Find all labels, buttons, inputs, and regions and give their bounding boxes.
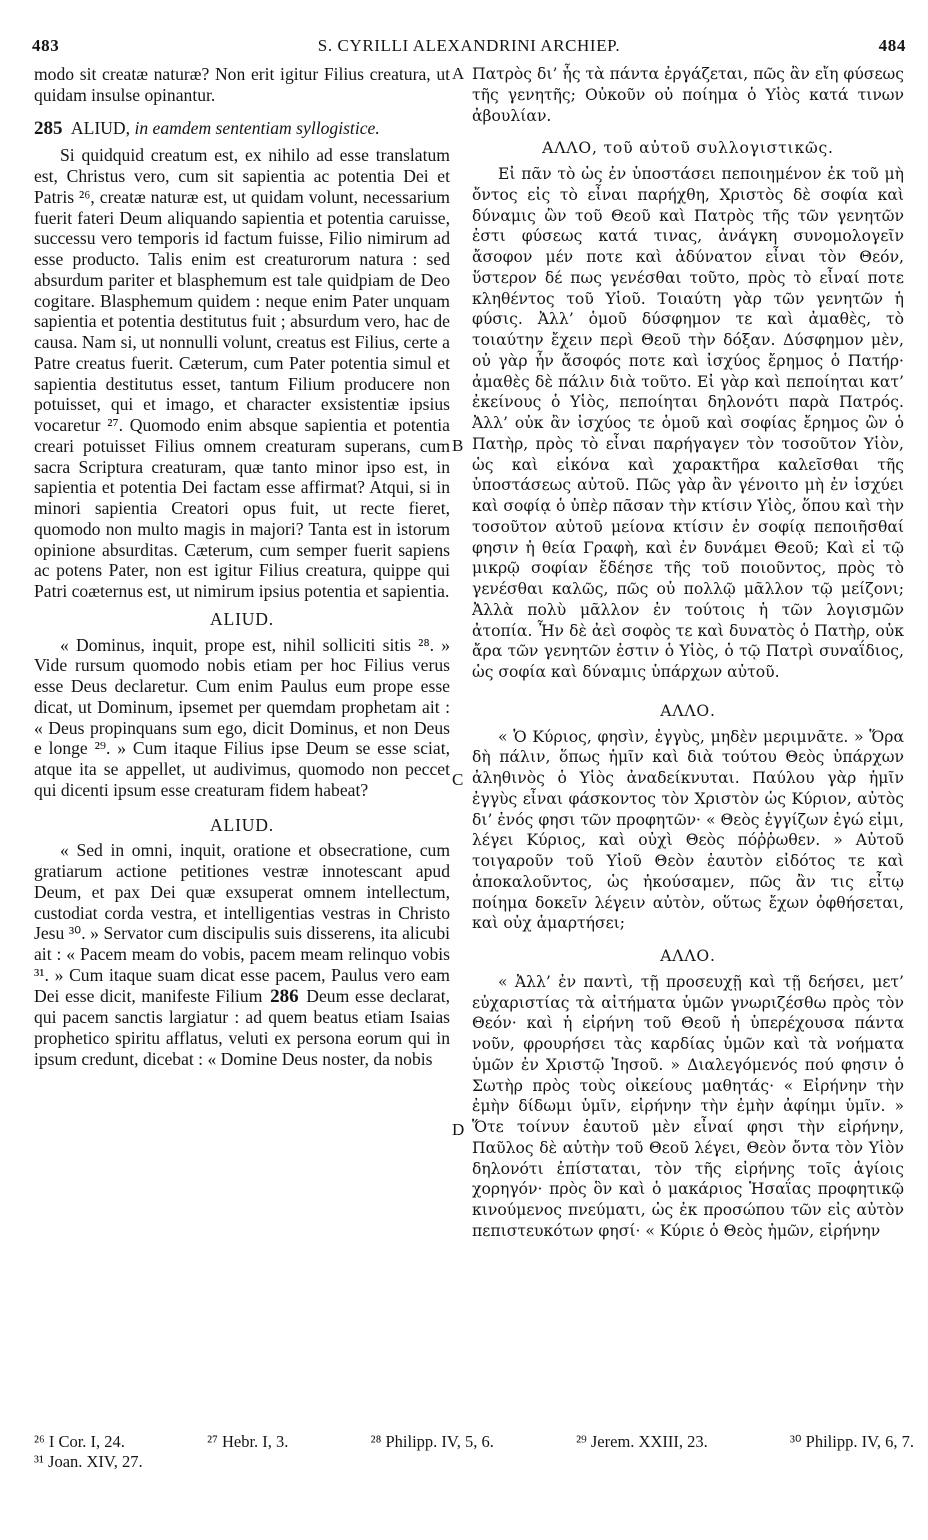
section-label: ALIUD, xyxy=(70,117,131,138)
latin-section-heading-285 xyxy=(34,118,450,140)
margin-letter-c: C xyxy=(452,770,464,789)
latin-pax-text-a: « Sed in omni, inquit, oratione et obsecratione, cum gratiarum actione petitiones vestræ innotescant apud Deum, et pax Dei quæ exsuperat omnem intellectum, custodiat corda vestra, et intelligentias vestras in Christo Jesu ³⁰. » Servator cum discipulis suis disserens, ita alicubi ait : « Pacem meam do vobis, pacem meam relinquo vobis ³¹. » Cum itaque suam dicat esse pacem, Paulus vero eam Dei esse dicit, manifeste Filium xyxy=(34,840,450,1006)
latin-column xyxy=(34,64,450,1428)
footnote-28: ²⁸ Philipp. IV, 5, 6. xyxy=(370,1432,494,1451)
footnote-29: ²⁹ Jerem. XXIII, 23. xyxy=(576,1432,708,1451)
latin-intro: modo sit creatæ naturæ? Non erit igitur Filius creatura, ut quidam insulse opinantur. xyxy=(34,64,450,105)
greek-paragraph-syllogism: Εἰ πᾶν τὸ ὡς ἐν ὑποστάσει πεποιημένον ἐκ τοῦ μὴ ὄντος εἰς τὸ εἶναι παρήχθη, Χριστὸς δὲ σοφία καὶ δύναμις ὢν τοῦ Θεοῦ καὶ Πατρὸς τῆς τῶν γενητῶν ἐστι φύσεως κατά τινας, ἀνάγκη συνομολογεῖν ἄσοφον μέν ποτε καὶ ἀδύνατον εἶναι τὸν Θεόν, ὕστερον δέ πως γενέσθαι τοῦτο, πρὸς τὸ εἶναί ποτε κληθέντος τοῦ Υἱοῦ. Τοιαύτη γὰρ τῶν γενητῶν ἡ φύσις. Ἀλλ’ ὁμοῦ δύσφημον τε καὶ ἀμαθὲς, τὸ τοιαύτην ἔχειν περὶ Θεοῦ τὴν δόξαν. Δύσφημον μὲν, οὐ γὰρ ἦν ἄσοφός ποτε καὶ ἰσχύος ἔρημος ὁ Πατήρ· ἀμαθὲς δὲ πάλιν διὰ τοῦτο. Εἰ γὰρ καὶ πεποίηται κατ’ ἐκείνους ὁ Υἱὸς, πεποίηται δηλονότι παρὰ Πατρός. Ἀλλ’ οὐκ ἂν ἰσχύος τε ὁμοῦ καὶ σοφίας ἔρημος ὢν ὁ Πατὴρ, πρὸς τὸ εἶναι παρήγαγεν τὸν τοσοῦτον Υἱὸν, ὡς καὶ εἰκόνα καὶ χαρακτῆρα καλεῖσθαι τῆς ὑποστάσεως αὐτοῦ. Πῶς γὰρ ἂν γένοιτο μὴ ἐν ἰσχύει καὶ σοφίᾳ ὁ ὑπὲρ πᾶσαν τὴν κτίσιν Υἱὸς, ὅπου καὶ τὴν τοσοῦτον αὐτοῦ μείονα κτίσιν ἐν σοφίᾳ πεποιῆσθαί φησιν ἡ θεία Γραφὴ, καὶ ἐν δυνάμει Θεοῦ; Καὶ εἰ τῷ μικρῷ σοφίαν ἔδέησε τῆς τοῦ ποιοῦντος, πρὸς τὸ γενέσθαι καλῶς, πῶς οὐ πολλῷ μᾶλλον τῷ μείζονι; Ἀλλὰ πολὺ μᾶλλον ἐν τούτοις ἡ τῶν λογισμῶν ἀτοπία. Ἦν δὲ ἀεὶ σοφὸς τε καὶ δυνατὸς ὁ Πατὴρ, οὐκ ἄρα τῶν γενητῶν ἐστιν ὁ Υἱὸς, ὁ τῷ Πατρὶ συναΐδιος, ὡς σοφία καὶ δύναμις ὑπάρχων αὐτοῦ. xyxy=(472,165,904,681)
running-header xyxy=(32,36,906,60)
greek-section-heading-allo-syllogistic: ΑΛΛΟ, τοῦ αὐτοῦ συλλογιστικῶς. xyxy=(542,139,834,158)
inline-section-number: 286 xyxy=(270,985,299,1007)
latin-paragraph-syllogism: Si quidquid creatum est, ex nihilo ad esse translatum est, Christus vero, cum sit sapientia ac potentia Dei et Patris ²⁶, creatæ naturæ est, ut quidam volunt, necessarium fuerit fateri Deum aliquando sapientia et potentia caruisse, successu vero temporis id factum fuisse, Filio nimirum ad esse producto. Talis enim est creaturorum natura : sed absurdum pariter et blasphemum est tale quidpiam de Deo cogitare. Blasphemum quidem : neque enim Pater unquam sapientia et potentia destitutus fuit ; absurdum vero, hac de causa. Nam si, ut nonnulli volunt, creatus est Filius, certe a Patre creatus fuerit. Cæterum, cum Pater potentia simul et sapientia destitutus esset, tantum Filium producere non potuisset, qui et imago, et character exsistentiæ ipsius vocaretur ²⁷. Quomodo enim absque sapientia et potentia creari potuisset Filius omnem creaturam superans, cum sacra Scriptura creaturam, quæ tanto minor ipso est, in sapientia et potentia Dei factam esse affirmat? Atqui, si in minori sapientia Creatori opus fuit, ut recte fieret, quomodo non multo magis in majori? Tanta est in istorum opinione absurditas. Cæterum, cum semper fuerit sapiens ac potens Pater, non est igitur Filius creatura, quippe qui Patri coæternus est, ut nimirum ipsius potentia et sapientia. xyxy=(34,145,450,601)
latin-paragraph-pax xyxy=(34,840,450,1069)
running-title: S. CYRILLI ALEXANDRINI ARCHIEP. xyxy=(317,36,621,55)
greek-paragraph-kyrios-engys: « Ὁ Κύριος, φησὶν, ἐγγὺς, μηδὲν μεριμνᾶτε. » Ὅρα δὴ πάλιν, ὅπως ἡμῖν καὶ διὰ τούτου Θεὸς ὑπάρχων ἀληθινὸς ὁ Υἱὸς ἀναδείκνυται. Παύλου γὰρ ἡμῖν ἐγγὺς εἶναι φάσκοντος τὸν Χριστὸν ὡς Κύριον, αὐτὸς δι’ ἑνός φησι τῶν προφητῶν· « Θεὸς ἐγγίζων ἐγώ εἰμι, λέγει Κύριος, καὶ οὐχὶ Θεὸς πόῤῥωθεν. » Αὐτοῦ τοιγαροῦν τοῦ Υἱοῦ Θεὸν ἑαυτὸν εἰδότος τε καὶ ἀποκαλοῦντος, ὡς ἠκούσαμεν, πῶς ἂν τις εἶτῳ ποίημα δοκεῖν λέγειν αὐτὸν, οὕτως ἔχων ὀφθήσεται, καὶ οὐχ ἁμαρτήσει; xyxy=(472,727,904,933)
section-subtitle: in eamdem sententiam syllogistice. xyxy=(134,117,380,138)
footnote-26: ²⁶ I Cor. I, 24. xyxy=(34,1432,125,1451)
right-page-number: 484 xyxy=(878,36,906,55)
margin-letter-a: A xyxy=(452,64,465,83)
section-number: 285 xyxy=(34,117,63,139)
greek-section-heading: ΑΛΛΟ. xyxy=(660,947,716,965)
latin-section-heading: ALIUD. xyxy=(210,608,274,629)
greek-paragraph-eirene: « Ἀλλ’ ἐν παντὶ, τῇ προσευχῇ καὶ τῇ δεήσει, μετ’ εὐχαριστίας τὰ αἰτήματα ὑμῶν γνωριζέσθω πρὸς τὸν Θεόν· καὶ ἡ εἰρήνη τοῦ Θεοῦ ἡ ὑπερέχουσα πάντα νοῦν, φρουρήσει τὰς καρδίας ὑμῶν καὶ τὰ νοήματα ὑμῶν ἐν Χριστῷ Ἰησοῦ. » Διαλεγόμενός πού φησιν ὁ Σωτὴρ πρὸς τοὺς οἰκείους μαθητάς· « Εἰρήνην τὴν ἐμὴν δίδωμι ὑμῖν, εἰρήνην τὴν ἐμὴν ἀφίημι ὑμῖν. » Ὅτε τοίνυν ἑαυτοῦ μὲν εἶναί φησι τὴν εἰρήνην, Παῦλος δὲ αὐτὴν τοῦ Θεοῦ λέγει, Θεὸν ὄντα τὸν Υἱὸν δηλονότι ἐπίσταται, τὸν τῆς εἰρήνης τοῖς ἁγίοις χορηγόν· πρὸς ὃν καὶ ὁ μακάριος Ἡσαΐας προφητικῷ κινούμενος πνεύματι, ὡς ἐκ προσώπου τῶν εἰς αὐτὸν πεπιστευκότων φησί· « Κύριε ὁ Θεὸς ἡμῶν, εἰρήνην xyxy=(472,972,904,1240)
latin-section-heading: ALIUD. xyxy=(210,814,274,835)
footnote-30: ³⁰ Philipp. IV, 6, 7. xyxy=(789,1432,914,1451)
margin-letter-b: B xyxy=(452,436,464,455)
left-page-number: 483 xyxy=(32,36,60,55)
greek-intro: Πατρὸς δι’ ἧς τὰ πάντα ἐργάζεται, πῶς ἂν εἴη φύσεως τῆς γενητῆς; Οὐκοῦν οὐ ποίημα ὁ Υἱὸς κατά τινων ἀβουλίαν. xyxy=(472,65,904,125)
margin-letter-d: D xyxy=(452,1120,465,1139)
footnote-row xyxy=(34,1432,914,1452)
latin-paragraph-dominus-prope: « Dominus, inquit, prope est, nihil solliciti sitis ²⁸. » Vide rursum quomodo nobis etiam per hoc Filius verus esse Deus declaretur. Cum enim Paulus eum prope esse dicat, ut Dominum, ipsemet per quemdam prophetam ait : « Deus propinquans sum ego, dicit Dominus, et non Deus e longe ²⁹. » Cum itaque Filius ipse Deum se esse sciat, atque ita se appellet, ut audivimus, quomodo non peccet qui dicenti ipsum esse creaturam fidem habeat? xyxy=(34,634,450,800)
greek-section-heading: ΑΛΛΟ. xyxy=(660,701,716,720)
greek-column xyxy=(472,64,904,1428)
footnotes xyxy=(34,1432,914,1472)
footnote-27: ²⁷ Hebr. I, 3. xyxy=(207,1432,289,1451)
footnote-31: ³¹ Joan. XIV, 27. xyxy=(34,1452,143,1471)
footnote-row xyxy=(34,1452,914,1472)
latin-pax-text-b: Deum esse declarat, qui pacem sanctis largiatur : ad quem beatus etiam Isaias prophetico spiritu afflatus, veluti ex persona eorum qui in ipsum credunt, dicebat : « Domine Deus noster, da nobis xyxy=(34,985,451,1069)
